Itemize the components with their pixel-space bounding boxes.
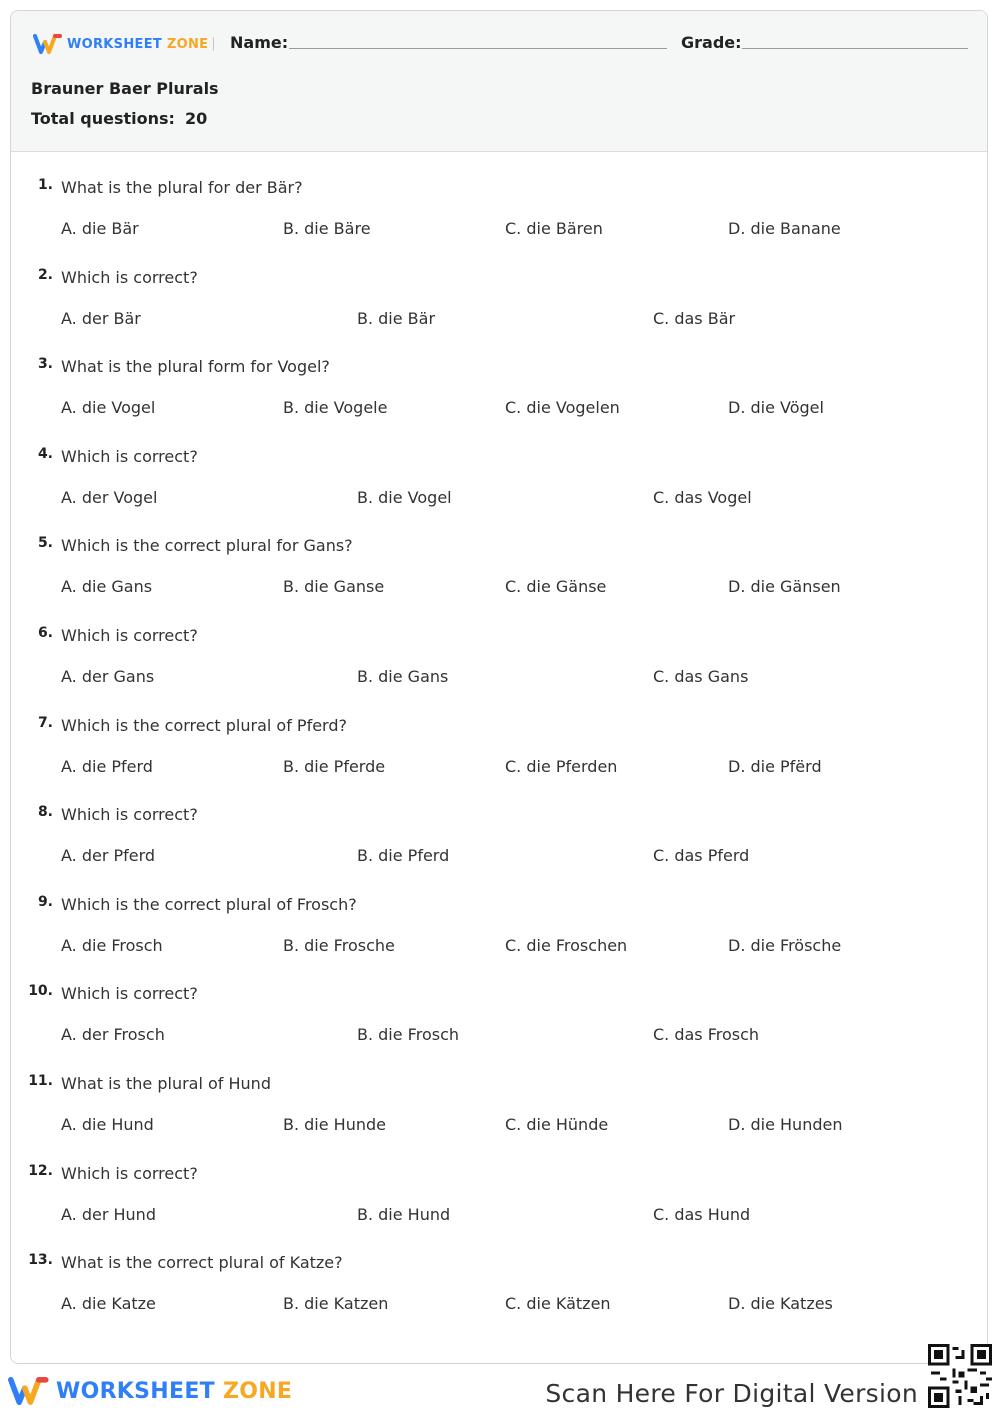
question-text: Which is the correct plural of Frosch? <box>61 894 357 914</box>
question-number: 12. <box>28 1162 53 1179</box>
footer-logo[interactable] <box>8 1375 292 1407</box>
question-text: What is the plural form for Vogel? <box>61 357 330 377</box>
answer-option[interactable]: C. das Hund <box>653 1204 751 1224</box>
answer-option[interactable]: B. die Hund <box>357 1204 451 1224</box>
answer-option[interactable]: A. der Frosch <box>61 1025 165 1045</box>
answer-option[interactable]: C. die Bären <box>505 219 603 238</box>
answer-option[interactable]: D. die Katzes <box>728 1294 833 1314</box>
answer-option[interactable]: A. die Vogel <box>61 398 156 418</box>
question-text: Which is the correct plural for Gans? <box>61 536 353 556</box>
answer-option[interactable]: A. die Pferd <box>61 756 153 776</box>
name-field[interactable] <box>289 48 667 49</box>
question-item <box>11 778 987 868</box>
answer-option[interactable]: C. das Pferd <box>653 846 750 866</box>
question-number: 9. <box>37 893 53 910</box>
question-item <box>11 868 987 958</box>
question-text: Which is correct? <box>61 984 198 1004</box>
answer-option[interactable]: C. das Bär <box>653 308 736 328</box>
question-text: Which is correct? <box>61 626 198 645</box>
answer-option[interactable]: B. die Vogel <box>357 487 452 507</box>
name-label: Name: <box>230 33 289 52</box>
answer-option[interactable]: D. die Hunden <box>728 1115 843 1134</box>
answer-option[interactable]: A. die Katze <box>61 1294 156 1314</box>
answer-option[interactable]: D. die Banane <box>728 219 841 238</box>
question-text: Which is correct? <box>61 446 198 466</box>
question-number: 5. <box>37 535 53 552</box>
worksheet-zone-logo[interactable] <box>33 33 208 55</box>
question-number: 7. <box>37 714 53 731</box>
answer-option[interactable]: B. die Pferde <box>283 756 386 776</box>
answer-option[interactable]: A. der Gans <box>61 667 155 686</box>
answer-option[interactable]: A. der Pferd <box>61 846 156 866</box>
answer-option[interactable]: D. die Frösche <box>728 935 842 955</box>
question-item <box>11 420 987 510</box>
question-number: 4. <box>37 445 53 462</box>
question-item <box>11 1137 987 1227</box>
answer-option[interactable]: C. die Kätzen <box>505 1294 611 1314</box>
footer-brand-part1: WORKSHEET <box>56 1378 215 1404</box>
answer-option[interactable]: B. die Bär <box>357 308 436 328</box>
brand-part2: ZONE <box>166 36 209 52</box>
question-text: Which is correct? <box>61 805 198 825</box>
question-text: What is the correct plural of Katze? <box>61 1253 343 1273</box>
question-text: Which is correct? <box>61 267 198 287</box>
answer-option[interactable]: A. der Vogel <box>61 487 158 507</box>
question-number: 10. <box>28 983 53 1000</box>
answer-option[interactable]: A. die Gans <box>61 577 153 597</box>
answer-option[interactable]: C. die Pferden <box>505 756 618 776</box>
answer-option[interactable]: A. der Hund <box>61 1204 156 1224</box>
question-item <box>11 330 987 420</box>
answer-option[interactable]: C. die Vogelen <box>505 398 620 418</box>
total-questions-count: 20 <box>184 109 208 128</box>
footer-brand-name <box>56 1379 292 1404</box>
worksheet <box>10 10 988 1364</box>
question-item <box>11 241 987 331</box>
total-questions-label: Total questions: <box>31 109 175 128</box>
answer-option[interactable]: B. die Katzen <box>283 1294 389 1314</box>
w-logo-icon <box>33 33 63 55</box>
question-item <box>11 509 987 599</box>
answer-option[interactable]: B. die Gans <box>357 667 449 686</box>
question-text: What is the plural of Hund <box>61 1074 271 1093</box>
question-number: 3. <box>37 356 53 373</box>
grade-label: Grade: <box>681 33 742 52</box>
worksheet-title: Brauner Baer Plurals <box>31 79 219 98</box>
answer-option[interactable]: B. die Hunde <box>283 1115 386 1134</box>
qr-code-icon[interactable] <box>928 1344 992 1408</box>
answer-option[interactable]: B. die Frosche <box>283 935 395 955</box>
answer-option[interactable]: A. die Hund <box>61 1115 154 1134</box>
scan-text: Scan Here For Digital Version <box>545 1379 918 1408</box>
answer-option[interactable]: B. die Pferd <box>357 846 450 866</box>
question-item <box>11 957 987 1047</box>
answer-option[interactable]: C. die Hünde <box>505 1115 609 1134</box>
question-item <box>11 151 987 241</box>
worksheet-header <box>11 11 987 152</box>
question-text: What is the plural for der Bär? <box>61 178 303 197</box>
answer-option[interactable]: A. die Bär <box>61 219 139 238</box>
answer-option[interactable]: A. die Frosch <box>61 935 163 955</box>
question-number: 1. <box>37 177 53 193</box>
question-number: 8. <box>37 804 53 821</box>
grade-field[interactable] <box>742 48 968 49</box>
w-logo-icon <box>8 1375 50 1407</box>
answer-option[interactable]: C. das Gans <box>653 667 749 686</box>
answer-option[interactable]: C. das Vogel <box>653 487 752 507</box>
footer-brand-part2: ZONE <box>222 1378 293 1404</box>
total-questions <box>31 109 207 128</box>
question-item <box>11 599 987 689</box>
header-divider <box>213 37 214 51</box>
answer-option[interactable]: C. die Gänse <box>505 577 607 597</box>
question-number: 11. <box>28 1073 53 1089</box>
answer-option[interactable]: C. die Froschen <box>505 935 628 955</box>
question-item <box>11 1226 987 1316</box>
answer-option[interactable]: D. die Pfërd <box>728 756 822 776</box>
answer-option[interactable]: C. das Frosch <box>653 1025 760 1045</box>
brand-part1: WORKSHEET <box>67 36 163 52</box>
question-item <box>11 689 987 779</box>
answer-option[interactable]: B. die Frosch <box>357 1025 460 1045</box>
answer-option[interactable]: D. die Vögel <box>728 398 824 418</box>
question-item <box>11 1047 987 1137</box>
brand-name <box>67 37 208 52</box>
question-text: Which is correct? <box>61 1163 198 1183</box>
question-number: 13. <box>28 1252 53 1269</box>
answer-option[interactable]: B. die Ganse <box>283 577 385 597</box>
question-text: Which is the correct plural of Pferd? <box>61 715 347 735</box>
answer-option[interactable]: D. die Gänsen <box>728 577 841 597</box>
answer-option[interactable]: B. die Bäre <box>283 219 371 238</box>
answer-option[interactable]: A. der Bär <box>61 308 141 328</box>
question-number: 2. <box>37 266 53 283</box>
answer-option[interactable]: B. die Vogele <box>283 398 388 418</box>
question-number: 6. <box>37 625 53 641</box>
